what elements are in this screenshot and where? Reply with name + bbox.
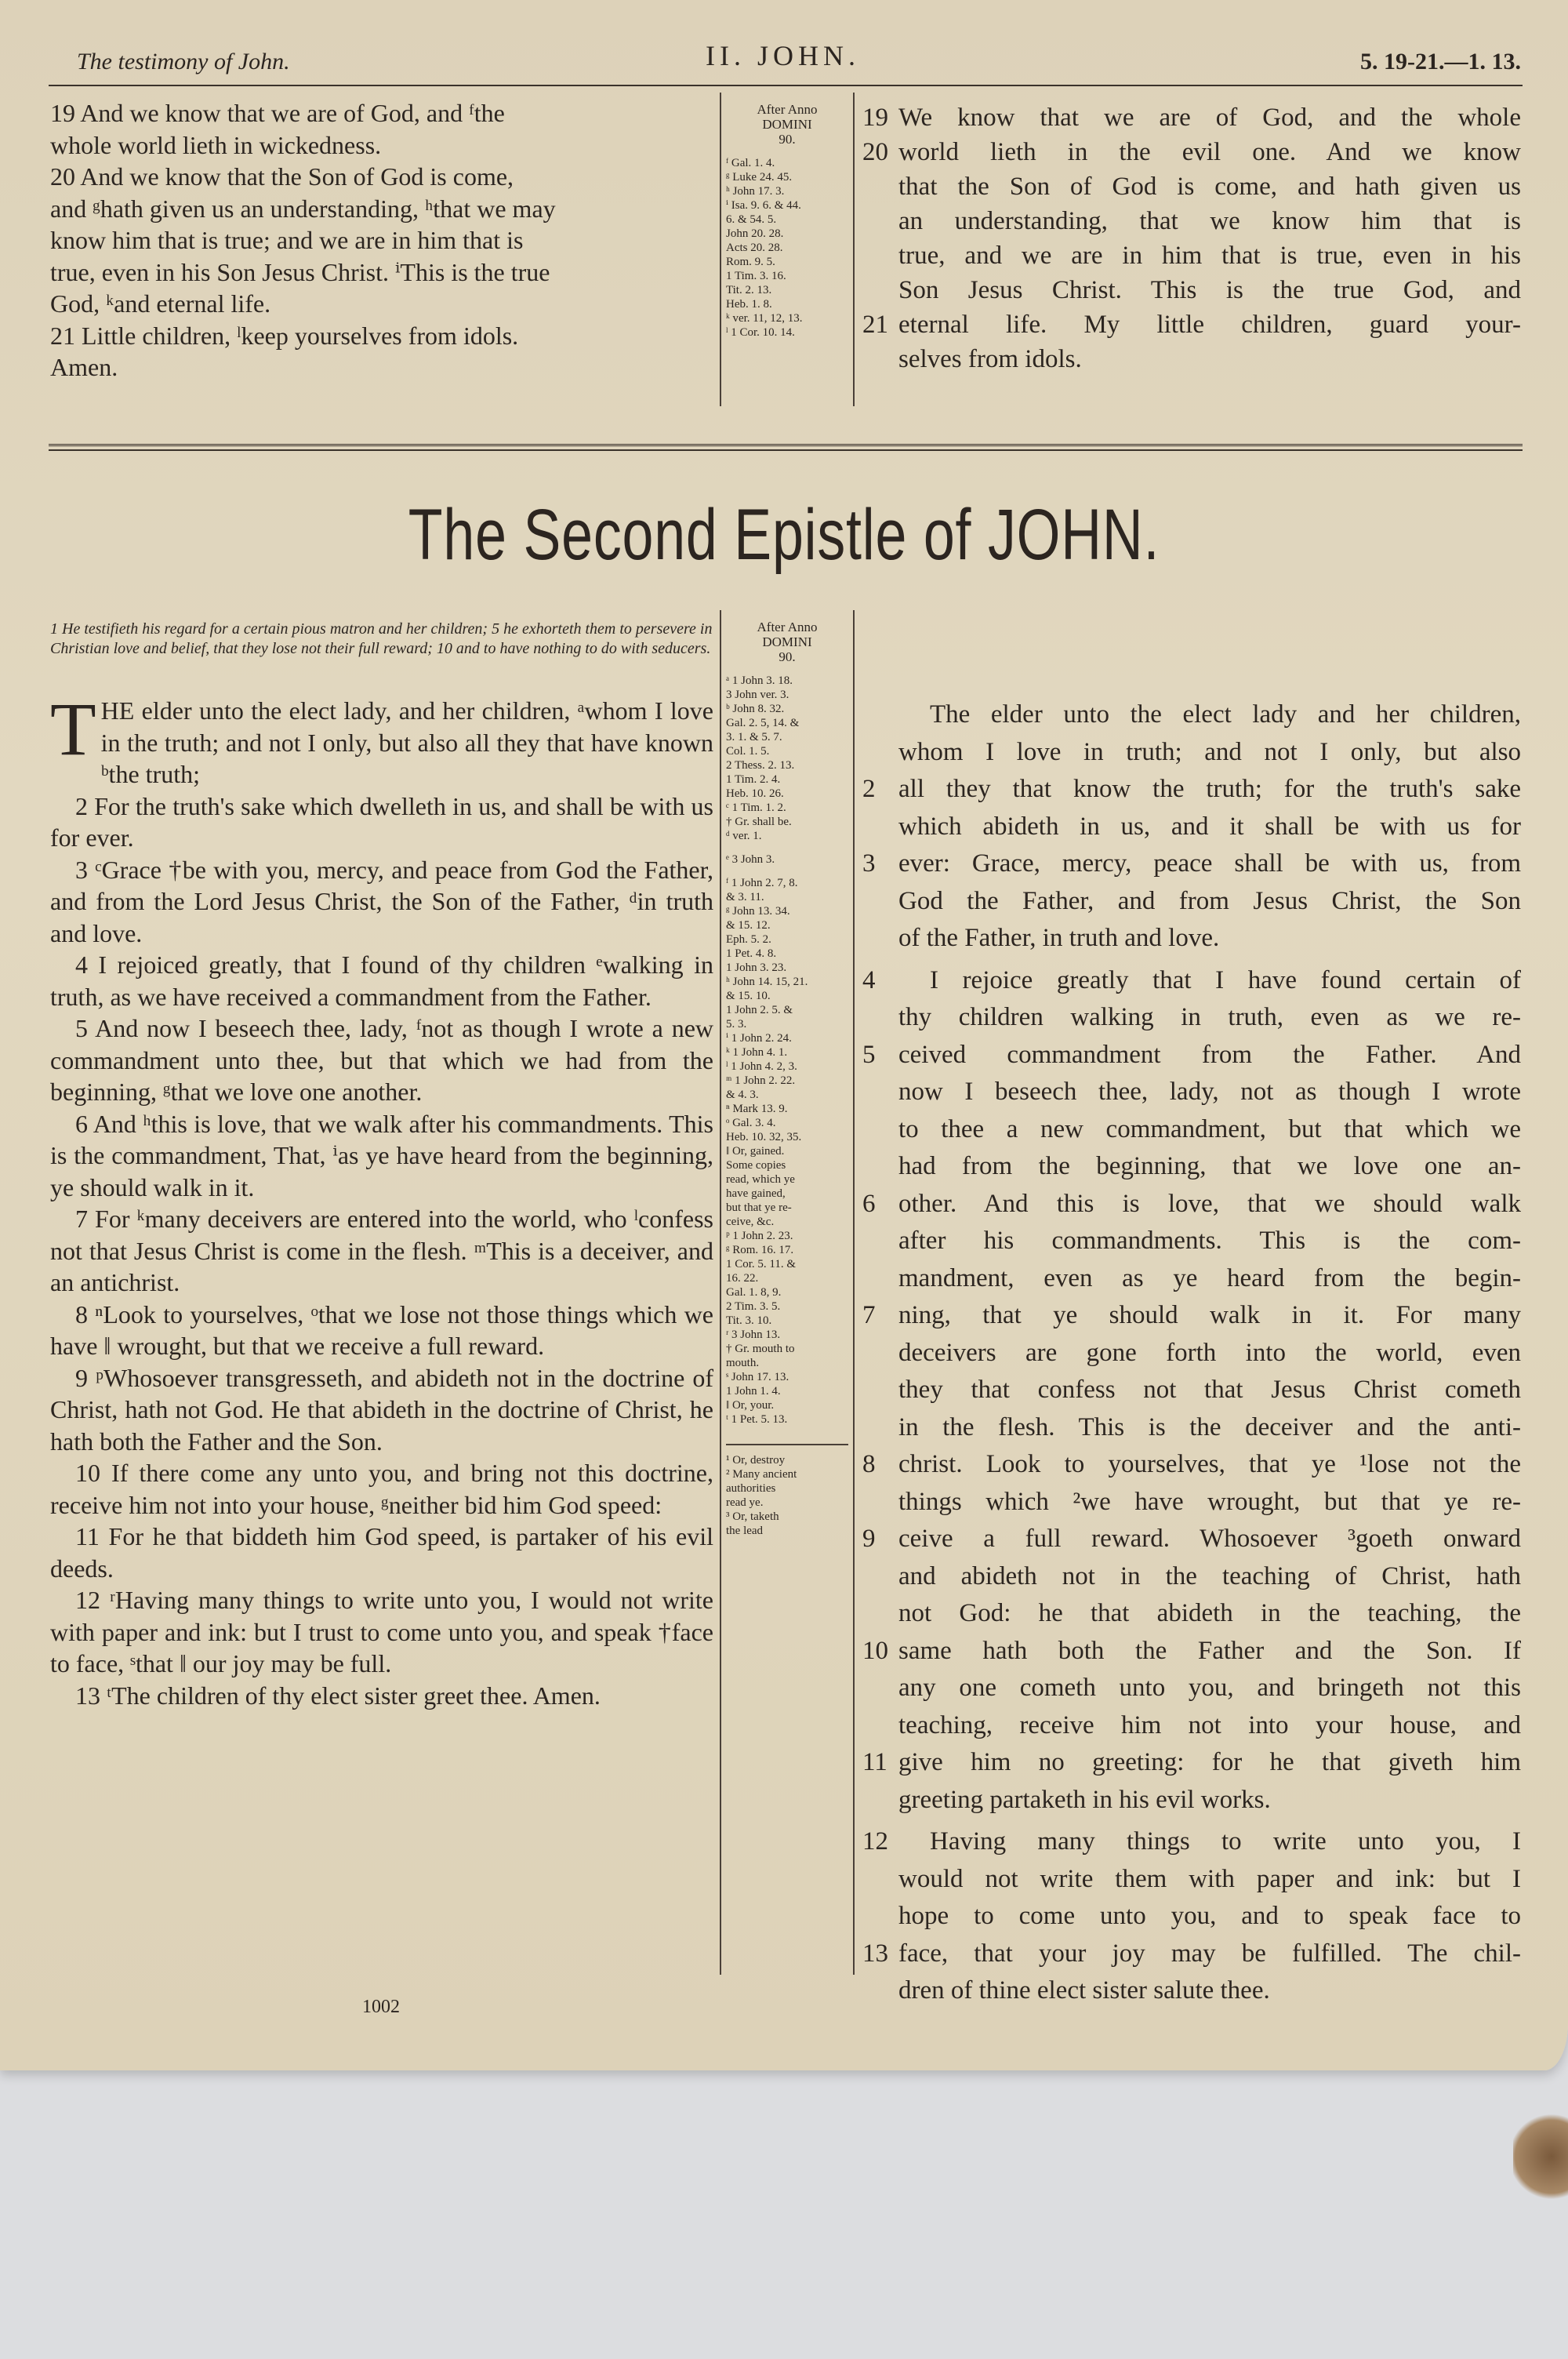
- verse-text: same hath both the Father and the Son. If: [898, 1636, 1521, 1665]
- verse-line: [862, 1223, 1521, 1260]
- footnote: authorities: [726, 1482, 776, 1495]
- verse-number: 6: [862, 1189, 876, 1218]
- verse-text: ever: Grace, mercy, peace shall be with us, from: [898, 849, 1521, 878]
- verse-text: to thee a new commandment, but that which we: [898, 1114, 1521, 1143]
- verse-number: [862, 809, 898, 846]
- margin-ref: & 3. 11.: [726, 891, 764, 903]
- margin-ref: † Gr. shall be.: [726, 816, 792, 828]
- verse-number: [862, 169, 898, 204]
- margin-ref: & 15. 10.: [726, 990, 771, 1002]
- verse-text: after his commandments. This is the com-: [898, 1227, 1521, 1255]
- margin-ref: Tit. 3. 10.: [726, 1314, 772, 1327]
- revised-version-footnotes: [726, 1453, 848, 1538]
- margin-ref: Gal. 1. 8, 9.: [726, 1286, 782, 1299]
- margin-ref: 1 Cor. 5. 11. &: [726, 1258, 797, 1270]
- verse-number: 7: [862, 1301, 876, 1329]
- verse-number: [862, 1782, 898, 1819]
- running-header-left: The testimony of John.: [77, 49, 290, 75]
- margin-ref: 6. & 54. 5.: [726, 213, 777, 226]
- verse-text: christ. Look to yourselves, that ye ¹lose not the: [898, 1450, 1521, 1478]
- verse-paragraph: 11 For he that biddeth him God speed, is partaker of his evil deeds.: [50, 1522, 713, 1583]
- verse-number: [862, 1148, 898, 1186]
- verse-text: greeting partaketh in his evil works.: [898, 1785, 1271, 1814]
- verse-number: [862, 1260, 898, 1298]
- verse-text: Son Jesus Christ. This is the true God, and: [898, 276, 1521, 304]
- verse-line: [862, 342, 1521, 376]
- margin-ref: ceive, &c.: [726, 1216, 775, 1228]
- margin-ref: Heb. 1. 8.: [726, 298, 772, 311]
- top-left-line: true, even in his Son Jesus Christ. ⁱThis is the true: [50, 257, 550, 286]
- verse-number: 9: [862, 1525, 876, 1553]
- margin-ref: ᵉ 3 John 3.: [726, 853, 775, 866]
- verse-text: things which ²we have wrought, but that ye re-: [898, 1487, 1521, 1516]
- verse-line: [862, 1782, 1521, 1819]
- margin-ref: 2 Thess. 2. 13.: [726, 759, 795, 772]
- margin-ref: 1 Pet. 4. 8.: [726, 947, 777, 960]
- verse-line: [862, 1111, 1521, 1149]
- verse-number: [862, 1861, 898, 1899]
- verse-paragraph: HE elder unto the elect lady, and her children, ᵃwhom I love in the truth; and not I only, but also all they that have known ᵇthe truth;: [100, 696, 713, 788]
- margin-ref: ᶠ Gal. 1. 4.: [726, 157, 775, 169]
- verse-text: hope to come unto you, and to speak face to: [898, 1902, 1521, 1930]
- verse-line: [862, 771, 1521, 809]
- verse-line: [862, 1446, 1521, 1484]
- margin-ref: Eph. 5. 2.: [726, 933, 771, 946]
- margin-ref: 1 John 2. 5. &: [726, 1004, 793, 1016]
- verse-number: [862, 883, 898, 921]
- verse-number: [862, 1972, 898, 2010]
- margin-ref: ᵒ Gal. 3. 4.: [726, 1117, 776, 1129]
- verse-line: [862, 734, 1521, 772]
- verse-line: [862, 1823, 1521, 1861]
- verse-line: [862, 1409, 1521, 1447]
- verse-text: that the Son of God is come, and hath given us: [898, 173, 1521, 201]
- margin-ref: 2 Tim. 3. 5.: [726, 1300, 781, 1313]
- page-number: 1002: [362, 1997, 400, 2017]
- margin-title-line: After Anno: [757, 620, 818, 634]
- margin-ref: Col. 1. 5.: [726, 745, 770, 758]
- verse-number: [862, 920, 898, 958]
- verse-number: 2: [862, 775, 876, 803]
- margin-ref: [726, 867, 848, 876]
- verse-text: ning, that ye should walk in it. For many: [898, 1301, 1521, 1329]
- verse-number: [862, 1558, 898, 1596]
- margin-ref: Some copies: [726, 1159, 786, 1172]
- verse-number: [862, 342, 898, 376]
- column-divider: [853, 610, 855, 1975]
- verse-number: 3: [862, 849, 876, 878]
- verse-line: [862, 307, 1521, 342]
- verse-line: [862, 1558, 1521, 1596]
- margin-ref: ᵐ 1 John 2. 22.: [726, 1074, 796, 1087]
- header-rule: [49, 85, 1523, 86]
- margin-ref: [726, 843, 848, 852]
- verse-line: [862, 204, 1521, 238]
- verse-number: 19: [862, 104, 888, 132]
- verse-paragraph: 8 ⁿLook to yourselves, ᵒthat we lose not those things which we have ‖ wrought, but that we receive a full reward.: [50, 1299, 713, 1360]
- footnote: the lead: [726, 1525, 764, 1537]
- verse-number: 8: [862, 1450, 876, 1478]
- verse-line: [862, 845, 1521, 883]
- margin-references: [726, 156, 848, 340]
- verse-number: 4: [862, 965, 876, 994]
- top-right-column: [862, 100, 1521, 376]
- verse-line: [862, 1861, 1521, 1899]
- verse-number: 10: [862, 1636, 888, 1665]
- verse-number: [862, 1074, 898, 1111]
- margin-title-line: DOMINI: [762, 634, 812, 649]
- margin-ref: & 15. 12.: [726, 919, 771, 932]
- verse-line: [862, 1186, 1521, 1223]
- margin-title-line: 90.: [779, 649, 796, 664]
- verse-text: dren of thine elect sister salute thee.: [898, 1976, 1270, 2005]
- section-divider: [49, 444, 1523, 451]
- page-edge-tear: [1513, 2110, 1568, 2204]
- margin-ref: ᵍ Rom. 16. 17.: [726, 1244, 794, 1256]
- margin-ref: 5. 3.: [726, 1018, 747, 1030]
- verse-text: eternal life. My little children, guard your-: [898, 311, 1521, 339]
- top-left-column: [50, 97, 713, 383]
- margin-ref: ʳ 3 John 13.: [726, 1329, 781, 1341]
- verse-text: deceivers are gone forth into the world, even: [898, 1338, 1521, 1367]
- verse-text: which abideth in us, and it shall be with us for: [898, 812, 1521, 841]
- verse-paragraph: 13 ᵗThe children of thy elect sister greet thee. Amen.: [75, 1681, 601, 1710]
- verse-text: now I beseech thee, lady, not as though I wrote: [898, 1078, 1521, 1106]
- margin-ref: 1 John 3. 23.: [726, 961, 787, 974]
- verse-number: [862, 999, 898, 1037]
- verse-line: [862, 1670, 1521, 1707]
- verse-line: [862, 1260, 1521, 1298]
- top-left-line: know him that is true; and we are in him that is: [50, 226, 524, 254]
- verse-text: ceived commandment from the Father. And: [898, 1040, 1521, 1069]
- verse-text: teaching, receive him not into your house, and: [898, 1710, 1521, 1739]
- margin-ref: ᵖ 1 John 2. 23.: [726, 1230, 793, 1242]
- verse-text: and abideth not in the teaching of Christ, hath: [898, 1561, 1521, 1590]
- margin-ref: but that ye re-: [726, 1201, 792, 1214]
- margin-ref: Heb. 10. 32, 35.: [726, 1131, 802, 1143]
- verse-text: would not write them with paper and ink: but I: [898, 1864, 1521, 1893]
- verse-text: ceive a full reward. Whosoever ³goeth onward: [898, 1525, 1521, 1553]
- verse-line: [862, 1707, 1521, 1745]
- verse-line: [862, 1335, 1521, 1372]
- footnote: read ye.: [726, 1496, 764, 1509]
- verse-line: [862, 1633, 1521, 1670]
- margin-ref: mouth.: [726, 1357, 760, 1369]
- margin-ref: ⁱ Isa. 9. 6. & 44.: [726, 199, 801, 212]
- column-divider: [853, 93, 855, 406]
- verse-number: [862, 1707, 898, 1745]
- verse-paragraph: 4 I rejoiced greatly, that I found of thy children ᵉwalking in truth, as we have received a commandment from the Father.: [50, 951, 713, 1011]
- verse-number: 12: [862, 1827, 888, 1856]
- margin-title-line: DOMINI: [762, 117, 812, 132]
- verse-line: [862, 1595, 1521, 1633]
- margin-ref: ᵏ 1 John 4. 1.: [726, 1046, 788, 1059]
- running-header-book: II. JOHN.: [706, 40, 860, 71]
- verse-text: in the flesh. This is the deceiver and the anti-: [898, 1412, 1521, 1441]
- top-margin-column: [726, 102, 848, 340]
- verse-number: 11: [862, 1748, 887, 1776]
- margin-ref: ᵗ 1 Pet. 5. 13.: [726, 1413, 788, 1426]
- top-left-line: God, ᵏand eternal life.: [50, 289, 271, 318]
- verse-number: [862, 1372, 898, 1409]
- margin-ref: ᵍ Luke 24. 45.: [726, 171, 793, 184]
- main-left-column: [50, 687, 713, 1711]
- margin-ref: ‖ Or, gained.: [726, 1145, 785, 1158]
- verse-line: [862, 100, 1521, 135]
- verse-line: [862, 273, 1521, 307]
- footnote: ² Many ancient: [726, 1468, 797, 1481]
- main-right-column: [862, 696, 1521, 2010]
- footnote: ¹ Or, destroy: [726, 1454, 786, 1467]
- verse-text: face, that your joy may be fulfilled. The chil-: [898, 1939, 1521, 1968]
- verse-paragraph: 9 ᵖWhosoever transgresseth, and abideth not in the doctrine of Christ, hath not God. He that abideth in the doctrine of Christ, he hath both the Father and the Son.: [50, 1363, 713, 1456]
- verse-line: [862, 1297, 1521, 1335]
- margin-ref: ʰ John 17. 3.: [726, 185, 785, 198]
- column-divider: [720, 610, 721, 1975]
- verse-text: true, and we are in him that is true, even in his: [898, 242, 1521, 270]
- margin-ref: ˡ 1 Cor. 10. 14.: [726, 326, 795, 339]
- verse-paragraph: 12 ʳHaving many things to write unto you, I would not write with paper and ink: but I trust to come unto you, and speak †face to face, ˢthat ‖ our joy may be full.: [50, 1586, 713, 1677]
- verse-line: [862, 1744, 1521, 1782]
- margin-ref: † Gr. mouth to: [726, 1343, 795, 1355]
- margin-ref: Acts 20. 28.: [726, 242, 783, 254]
- verse-line: [862, 696, 1521, 734]
- margin-ref: 3. 1. & 5. 7.: [726, 731, 782, 743]
- verse-text: of the Father, in truth and love.: [898, 924, 1220, 952]
- verse-line: [862, 1936, 1521, 1973]
- verse-line: [862, 1037, 1521, 1074]
- margin-ref: ᶜ 1 Tim. 1. 2.: [726, 801, 786, 814]
- margin-ref: 3 John ver. 3.: [726, 689, 789, 701]
- verse-number: [862, 1111, 898, 1149]
- verse-line: [862, 1898, 1521, 1936]
- verse-paragraph: 5 And now I beseech thee, lady, ᶠnot as though I wrote a new commandment unto thee, but that which we had from the beginning, ᵍthat we love one another.: [50, 1014, 713, 1106]
- top-left-line: 19 And we know that we are of God, and ᶠthe: [50, 99, 505, 127]
- verse-text: had from the beginning, that we love one an-: [898, 1152, 1521, 1180]
- verse-number: [862, 238, 898, 273]
- margin-ref: ᵇ John 8. 32.: [726, 703, 785, 715]
- margin-ref: 1 Tim. 2. 4.: [726, 773, 781, 786]
- verse-number: [862, 1484, 898, 1521]
- margin-ref: have gained,: [726, 1187, 786, 1200]
- verse-paragraph: 2 For the truth's sake which dwelleth in us, and shall be with us for ever.: [50, 791, 713, 852]
- verse-text: other. And this is love, that we should walk: [898, 1189, 1521, 1218]
- verse-number: [862, 696, 898, 734]
- top-left-line: 21 Little children, ˡkeep yourselves from idols.: [50, 321, 519, 350]
- verse-number: [862, 1409, 898, 1447]
- margin-ref: 1 John 1. 4.: [726, 1385, 781, 1398]
- top-left-line: whole world lieth in wickedness.: [50, 130, 382, 159]
- verse-line: [862, 238, 1521, 273]
- verse-line: [862, 883, 1521, 921]
- verse-line: [862, 1484, 1521, 1521]
- margin-ref: Heb. 10. 26.: [726, 787, 784, 800]
- verse-number: 13: [862, 1939, 888, 1968]
- verse-text: any one cometh unto you, and bringeth not this: [898, 1674, 1521, 1702]
- verse-text: I rejoice greatly that I have found certain of: [930, 965, 1521, 994]
- verse-text: mandment, even as ye heard from the begin-: [898, 1263, 1521, 1292]
- verse-line: [862, 1148, 1521, 1186]
- margin-ref: ʰ John 14. 15, 21.: [726, 976, 808, 988]
- verse-number: [862, 734, 898, 772]
- verse-number: [862, 204, 898, 238]
- verse-line: [862, 920, 1521, 958]
- margin-ref: ⁿ Mark 13. 9.: [726, 1103, 788, 1115]
- verse-line: [862, 1372, 1521, 1409]
- verse-number: [862, 1335, 898, 1372]
- margin-ref: ˡ 1 John 4. 2, 3.: [726, 1060, 797, 1073]
- verse-number: 21: [862, 311, 888, 339]
- margin-ref: read, which ye: [726, 1173, 795, 1186]
- verse-text: God the Father, and from Jesus Christ, the Son: [898, 886, 1521, 915]
- margin-ref: ᵃ 1 John 3. 18.: [726, 674, 793, 687]
- verse-text: whom I love in truth; and not I only, but also: [898, 737, 1521, 766]
- margin-ref: 1 Tim. 3. 16.: [726, 270, 786, 282]
- margin-ref: ᵍ John 13. 34.: [726, 905, 790, 918]
- verse-line: [862, 962, 1521, 1000]
- top-left-line: and ᵍhath given us an understanding, ʰthat we may: [50, 194, 556, 223]
- verse-text: give him no greeting: for he that giveth him: [898, 1748, 1521, 1776]
- verse-line: [862, 999, 1521, 1037]
- verse-paragraph: 7 For ᵏmany deceivers are entered into the world, who ˡconfess not that Jesus Christ is come in the flesh. ᵐThis is a deceiver, and an antichrist.: [50, 1205, 713, 1296]
- verse-paragraph: 3 ᶜGrace †be with you, mercy, and peace from God the Father, and from the Lord Jesus Christ, the Son of the Father, ᵈin truth and love.: [50, 855, 713, 947]
- verse-line: [862, 169, 1521, 204]
- margin-title-line: 90.: [779, 132, 796, 147]
- top-left-line: Amen.: [50, 353, 118, 381]
- verse-text: they that confess not that Jesus Christ cometh: [898, 1376, 1521, 1404]
- verse-paragraph: 10 If there come any unto you, and bring not this doctrine, receive him not into your house, ᵍneither bid him God speed:: [50, 1459, 713, 1519]
- margin-title-line: After Anno: [757, 102, 818, 117]
- footnote-rule: [726, 1444, 848, 1445]
- margin-ref: ‖ Or, your.: [726, 1399, 775, 1412]
- verse-text: not God: he that abideth in the teaching, the: [898, 1599, 1521, 1627]
- margin-ref: Gal. 2. 5, 14. &: [726, 717, 800, 729]
- verse-text: Having many things to write unto you, I: [930, 1827, 1521, 1856]
- margin-ref: ᵏ ver. 11, 12, 13.: [726, 312, 803, 325]
- margin-ref: 16. 22.: [726, 1272, 759, 1285]
- running-header-chapter-range: 5. 19-21.—1. 13.: [1360, 49, 1521, 75]
- verse-line: [862, 1972, 1521, 2010]
- verse-line: [862, 809, 1521, 846]
- verse-number: [862, 1223, 898, 1260]
- footnote: ³ Or, taketh: [726, 1510, 779, 1523]
- verse-number: 20: [862, 138, 888, 166]
- margin-ref: Rom. 9. 5.: [726, 256, 775, 268]
- margin-ref: Tit. 2. 13.: [726, 284, 772, 296]
- verse-line: [862, 135, 1521, 169]
- verse-paragraph: 6 And ʰthis is love, that we walk after his commandments. This is the commandment, That, ⁱas ye have heard from the beginning, ye should walk in it.: [50, 1109, 713, 1201]
- verse-text: world lieth in the evil one. And we know: [898, 138, 1521, 166]
- verse-text: an understanding, that we know him that is: [898, 207, 1521, 235]
- verse-text: selves from idols.: [898, 345, 1082, 373]
- margin-ref: & 4. 3.: [726, 1089, 759, 1101]
- margin-ref: ᶠ 1 John 2. 7, 8.: [726, 877, 798, 889]
- verse-text: We know that we are of God, and the whole: [898, 104, 1521, 132]
- margin-ref: ˢ John 17. 13.: [726, 1371, 789, 1383]
- verse-line: [862, 1074, 1521, 1111]
- verse-text: all they that know the truth; for the truth's sake: [898, 775, 1521, 803]
- verse-number: [862, 1898, 898, 1936]
- verse-number: [862, 1595, 898, 1633]
- verse-number: [862, 1670, 898, 1707]
- margin-ref: ⁱ 1 John 2. 24.: [726, 1032, 792, 1045]
- drop-cap: T: [50, 687, 96, 771]
- verse-text: thy children walking in truth, even as we re-: [898, 1003, 1521, 1031]
- verse-line: [862, 1521, 1521, 1558]
- verse-number: [862, 273, 898, 307]
- chapter-summary: 1 He testifieth his regard for a certain pious matron and her children; 5 he exhorteth them to persevere in Christian love and belief, that they lose not their full reward; 10 and to have nothing to do with seducers.: [50, 620, 713, 657]
- verse-text: The elder unto the elect lady and her children,: [930, 700, 1521, 729]
- main-margin-column: [726, 620, 848, 1538]
- epistle-title: The Second Epistle of JOHN.: [408, 495, 1160, 575]
- verse-number: 5: [862, 1040, 876, 1069]
- column-divider: [720, 93, 721, 406]
- top-left-line: 20 And we know that the Son of God is come,: [50, 162, 514, 191]
- margin-references: [726, 674, 848, 1427]
- margin-ref: John 20. 28.: [726, 227, 784, 240]
- margin-ref: ᵈ ver. 1.: [726, 830, 762, 842]
